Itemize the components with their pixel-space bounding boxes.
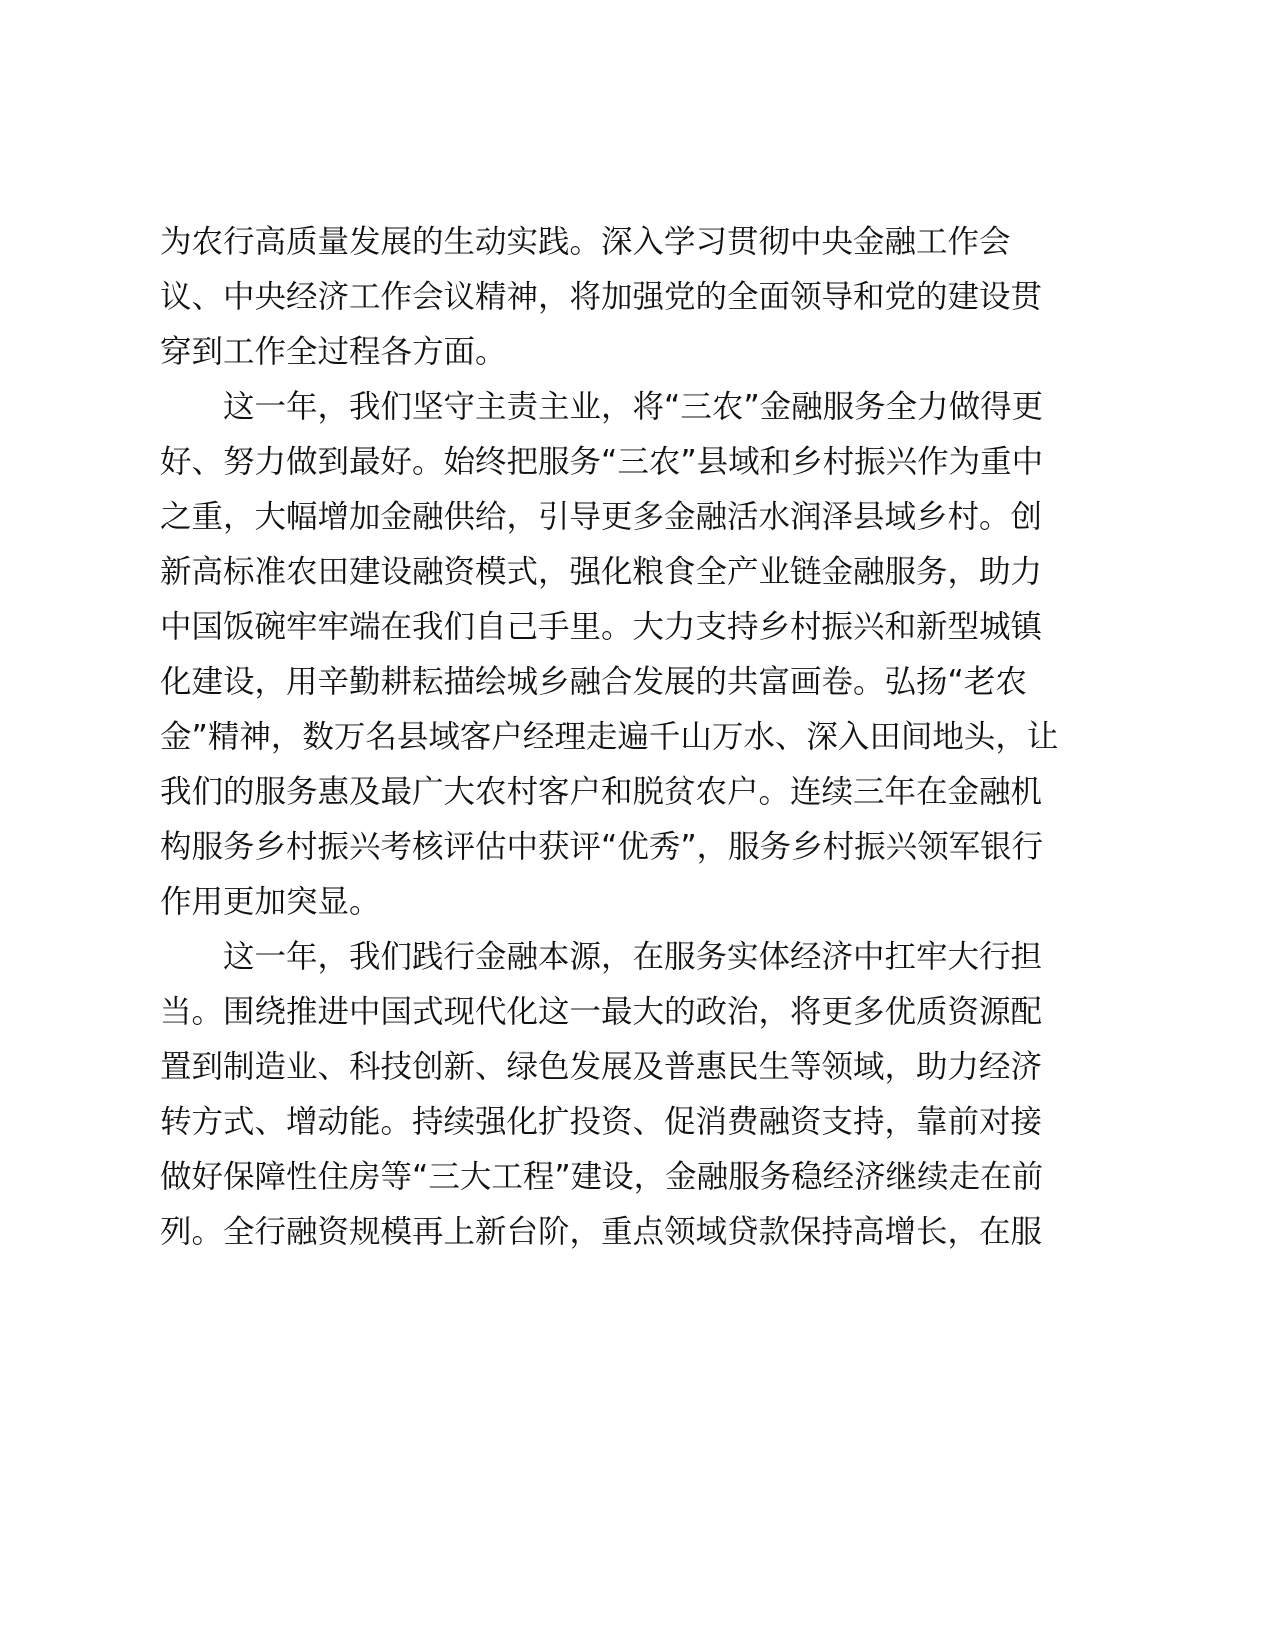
text-line: 中国饭碗牢牢端在我们自己手里。大力支持乡村振兴和新型城镇: [160, 609, 1043, 645]
text-line: 为农行高质量发展的生动实践。深入学习贯彻中央金融工作会: [160, 224, 1011, 260]
text-line: 转方式、增动能。持续强化扩投资、促消费融资支持，靠前对接: [160, 1104, 1043, 1140]
body-text: [160, 224, 1080, 1269]
text-line: 金”精神，数万名县域客户经理走遍千山万水、深入田间地头，让: [160, 719, 1059, 755]
text-line: 穿到工作全过程各方面。: [160, 334, 507, 370]
text-line: 构服务乡村振兴考核评估中获评“优秀”，服务乡村振兴领军银行: [160, 829, 1044, 865]
text-line: 当。围绕推进中国式现代化这一最大的政治，将更多优质资源配: [160, 994, 1043, 1030]
text-line: 这一年，我们坚守主责主业，将“三农”金融服务全力做得更: [160, 389, 1044, 425]
text-line: 之重，大幅增加金融供给，引导更多金融活水润泽县域乡村。创: [160, 499, 1043, 535]
text-line: 做好保障性住房等“三大工程”建设，金融服务稳经济继续走在前: [160, 1159, 1044, 1195]
text-line: 议、中央经济工作会议精神，将加强党的全面领导和党的建设贯: [160, 279, 1043, 315]
text-line: 我们的服务惠及最广大农村客户和脱贫农户。连续三年在金融机: [160, 774, 1043, 810]
text-line: 新高标准农田建设融资模式，强化粮食全产业链金融服务，助力: [160, 554, 1043, 590]
text-line: 好、努力做到最好。始终把服务“三农”县域和乡村振兴作为重中: [160, 444, 1044, 480]
text-line: 置到制造业、科技创新、绿色发展及普惠民生等领域，助力经济: [160, 1049, 1043, 1085]
text-line: 化建设，用辛勤耕耘描绘城乡融合发展的共富画卷。弘扬“老农: [160, 664, 1027, 700]
text-line: 这一年，我们践行金融本源，在服务实体经济中扛牢大行担: [160, 939, 1043, 975]
text-line: 列。全行融资规模再上新台阶，重点领域贷款保持高增长，在服: [160, 1214, 1043, 1250]
text-line: 作用更加突显。: [160, 884, 381, 920]
